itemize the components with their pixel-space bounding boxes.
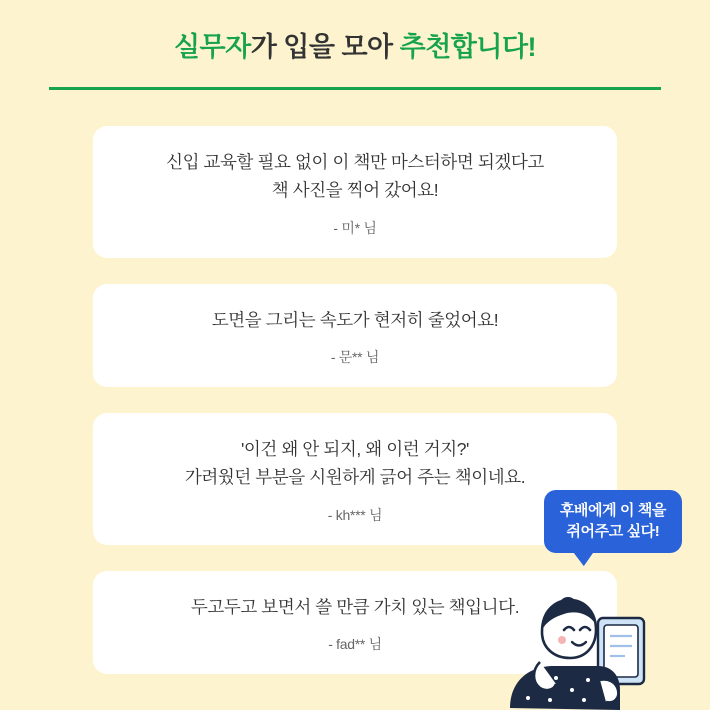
testimonial-line: 책 사진을 찍어 갔어요! (271, 180, 439, 201)
testimonial-line: 도면을 그리는 속도가 현저히 줄었어요! (211, 309, 499, 330)
person-illustration-icon (480, 570, 700, 710)
speech-bubble (544, 490, 682, 553)
testimonial-line: '이건 왜 안 되지, 왜 이런 거지?' (240, 439, 469, 460)
headline-highlight: 실무자 (173, 32, 251, 62)
testimonial-author: - kh*** 님 (327, 506, 383, 523)
page-header (0, 0, 710, 90)
testimonial-card (93, 284, 617, 387)
testimonial-author: - fad** 님 (328, 636, 382, 653)
testimonial-line: 신입 교육할 필요 없이 이 책만 마스터하면 되겠다고 (166, 152, 544, 173)
header-divider (49, 87, 661, 90)
testimonial-author: - 문** 님 (330, 349, 380, 366)
testimonial-line: 두고두고 보면서 쓸 만큼 가치 있는 책입니다. (190, 596, 520, 617)
headline-emphasis: 추천합니다! (399, 32, 537, 62)
speech-bubble-line2: 쥐어주고 싶다! (566, 523, 660, 540)
testimonial-line: 가려웠던 부분을 시원하게 긁어 주는 책이네요. (184, 467, 526, 488)
page-title (0, 30, 710, 65)
testimonial-card (93, 126, 617, 258)
illustration-area (480, 490, 700, 710)
headline-middle: 가 입을 모아 (250, 32, 400, 62)
testimonial-author: - 미* 님 (333, 219, 377, 236)
speech-bubble-line1: 후배에게 이 책을 (559, 502, 666, 519)
